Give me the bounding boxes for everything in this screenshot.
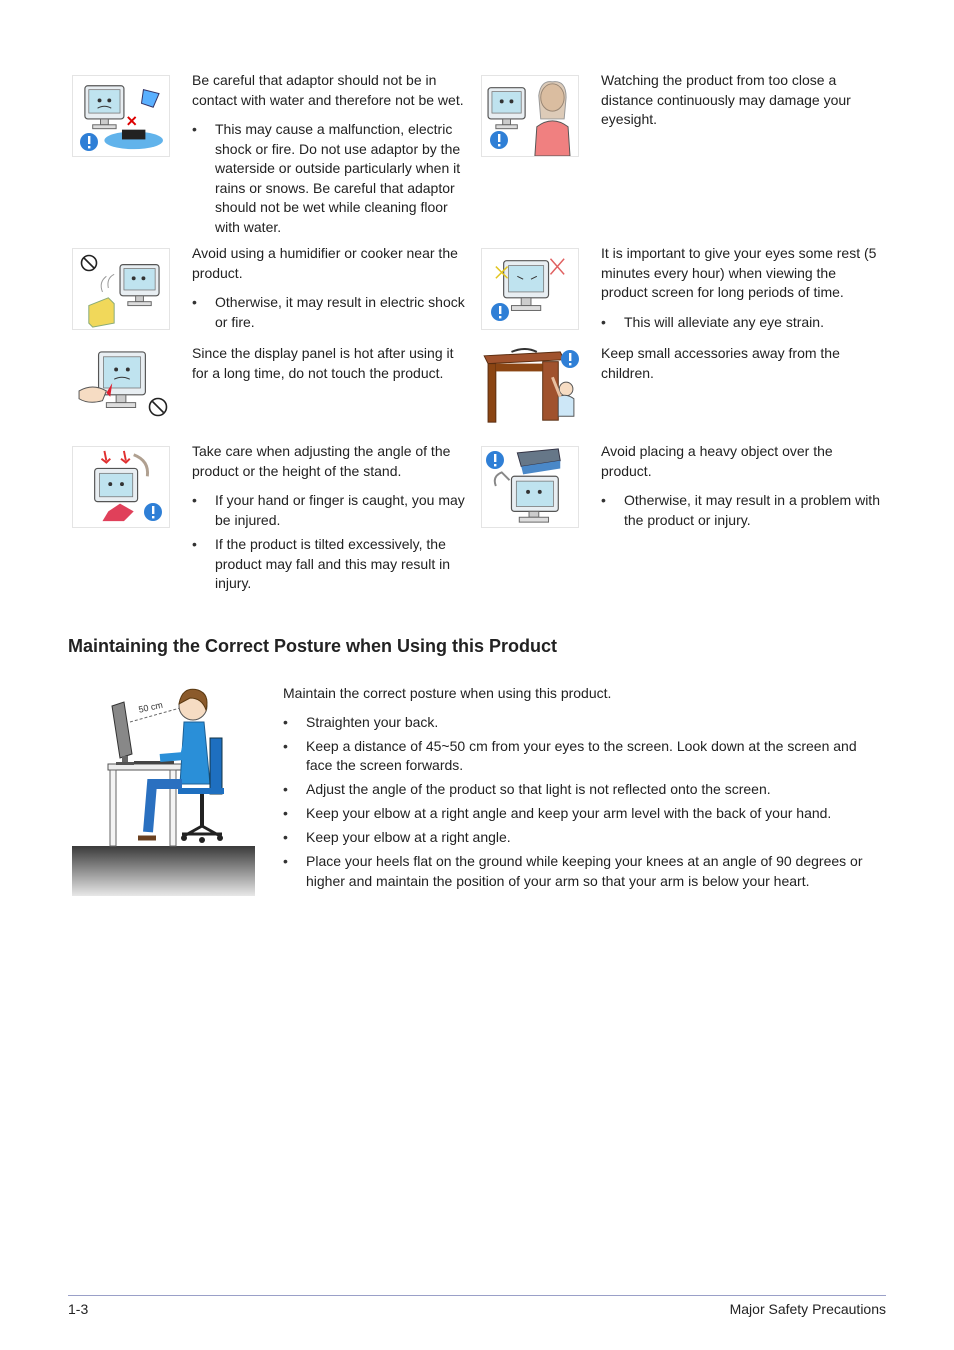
- distance-label: 50 cm: [137, 699, 164, 715]
- page-number: 1-3: [68, 1301, 89, 1317]
- footer-divider: [68, 1295, 886, 1296]
- prohibited-icon: [80, 254, 98, 275]
- card-bullet: • This may cause a malfunction, electric shock or fire. Do not use adaptor by the waterside or outside particularly when it rains or snows. Be careful that adaptor should not be wet while cleaning floor with water.: [192, 120, 472, 237]
- card-intro: Avoid using a humidifier or cooker near the product.: [192, 245, 458, 281]
- posture-bullet: • Keep your elbow at a right angle and keep your arm level with the back of your hand.: [283, 804, 883, 824]
- posture-bullet: • Keep your elbow at a right angle.: [283, 828, 883, 848]
- warning-icon: [79, 132, 99, 155]
- posture-illustration: [72, 684, 255, 896]
- card-intro: Be careful that adaptor should not be in contact with water and therefore not be wet.: [192, 72, 464, 108]
- card-intro: Avoid placing a heavy object over the product.: [601, 443, 833, 479]
- card-intro: Keep small accessories away from the children.: [601, 345, 840, 381]
- warning-icon: [485, 450, 505, 473]
- card-hot-panel: [192, 344, 472, 393]
- card-heavy-object: [601, 442, 881, 535]
- section-heading: Maintaining the Correct Posture when Using this Product: [68, 636, 558, 656]
- section-title: Major Safety Precautions: [729, 1301, 886, 1317]
- warning-icon: [490, 302, 510, 325]
- card-eye-rest: [601, 244, 881, 337]
- warning-icon: [143, 502, 163, 525]
- card-intro: Since the display panel is hot after using it for a long time, do not touch the product.: [192, 345, 454, 381]
- card-bullet: • If the product is tilted excessively, the product may fall and this may result in injury.: [192, 535, 472, 594]
- card-bullet: • If your hand or finger is caught, you may be injured.: [192, 491, 472, 530]
- warning-icon: [560, 349, 580, 372]
- posture-bullet: • Straighten your back.: [283, 713, 883, 733]
- card-angle-adjust: [192, 442, 472, 599]
- card-bullet: • This will alleviate any eye strain.: [601, 313, 881, 333]
- card-too-close: [601, 71, 881, 140]
- posture-intro: Maintain the correct posture when using this product.: [283, 685, 612, 701]
- card-intro: It is important to give your eyes some rest (5 minutes every hour) when viewing the product screen for long periods of time.: [601, 245, 877, 300]
- posture-bullet: • Adjust the angle of the product so that light is not reflected onto the screen.: [283, 780, 883, 800]
- card-bullet: • Otherwise, it may result in electric shock or fire.: [192, 293, 472, 332]
- card-adaptor-water: [192, 71, 472, 242]
- card-humidifier: [192, 244, 472, 337]
- card-children: [601, 344, 881, 393]
- card-bullet: • Otherwise, it may result in a problem with the product or injury.: [601, 491, 881, 530]
- warning-icon: [489, 130, 509, 153]
- posture-bullet: • Place your heels flat on the ground while keeping your knees at an angle of 90 degrees or higher and maintain the position of your arm so that your arm is below your heart.: [283, 852, 883, 891]
- posture-bullet: • Keep a distance of 45~50 cm from your eyes to the screen. Look down at the screen and face the screen forwards.: [283, 737, 883, 776]
- card-intro: Watching the product from too close a distance continuously may damage your eyesight.: [601, 72, 851, 127]
- prohibited-icon: [148, 397, 168, 420]
- posture-instructions: [283, 684, 883, 896]
- card-intro: Take care when adjusting the angle of the product or the height of the stand.: [192, 443, 451, 479]
